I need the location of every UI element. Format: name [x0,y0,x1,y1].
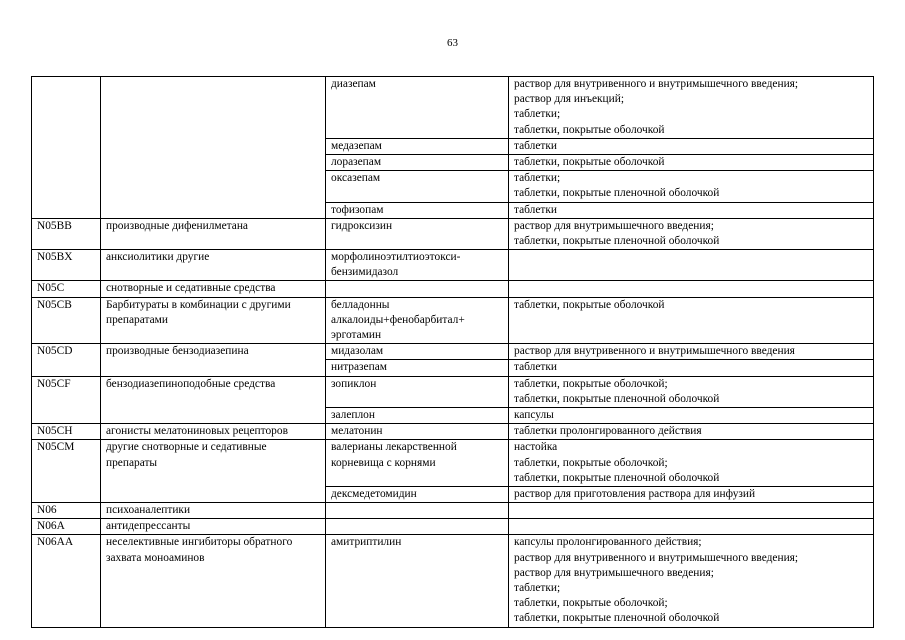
group-name-cell-line: антидепрессанты [106,520,191,533]
dosage-forms-cell-line: таблетки; [514,172,561,185]
group-name-cell [101,440,326,503]
table-body [32,77,874,628]
drug-name-cell-line: мидазолам [331,345,384,358]
group-name-cell-line: анксиолитики другие [106,251,210,264]
atc-code-cell [32,503,101,519]
drug-name-cell-line: лоразепам [331,155,382,168]
atc-code: N06AA [37,536,74,549]
dosage-forms-cell [509,440,874,487]
dosage-forms-cell [509,360,874,376]
table-row [32,344,874,360]
dosage-forms-cell-line: таблетки, покрытые пленочной оболочкой [514,234,720,247]
dosage-forms-cell [509,202,874,218]
drug-name-cell-line: нитразепам [331,361,387,374]
group-name-cell [101,503,326,519]
drug-name-cell-line: медазепам [331,139,382,152]
atc-code: N05C [37,282,65,295]
group-name-cell-line: другие снотворные и седативные [106,441,267,454]
dosage-forms-cell [509,344,874,360]
dosage-forms-cell-line: таблетки [514,203,558,216]
drug-name-cell-line: белладонны [331,298,390,311]
atc-code: N05CD [37,345,73,358]
dosage-forms-cell-line: таблетки [514,361,558,374]
dosage-forms-cell-line: раствор для внутримышечного введения; [514,219,714,232]
dosage-forms-cell [509,218,874,249]
atc-code [37,77,100,92]
group-name-cell [101,281,326,297]
atc-code-cell [32,344,101,376]
drug-name-cell [326,503,509,519]
page-number: 63 [447,37,458,49]
group-name-cell [101,218,326,249]
drug-name-cell-line: корневища с корнями [331,456,436,469]
table-row [32,440,874,487]
dosage-forms-cell [509,486,874,502]
drug-name-cell [326,376,509,407]
dosage-forms-cell-line: таблетки, покрытые оболочкой [514,298,665,311]
atc-code: N06A [37,520,65,533]
table-row [32,519,874,535]
dosage-forms-cell [509,297,874,344]
atc-code-cell [32,218,101,249]
atc-code: N05BB [37,219,72,232]
group-name-cell-line: психоаналептики [106,504,191,517]
group-name-cell [101,519,326,535]
group-name-cell-line: препаратами [106,313,168,326]
dosage-forms-cell [509,424,874,440]
dosage-forms-cell [509,250,874,281]
atc-code-cell [32,424,101,440]
table-row [32,297,874,344]
atc-code-cell [32,281,101,297]
drug-name-cell [326,77,509,139]
dosage-forms-cell-line: таблетки; [514,582,561,594]
dosage-forms-cell-line: капсулы пролонгированного действия; [514,536,702,549]
group-name-cell-line: захвата моноаминов [106,551,205,564]
dosage-forms-cell-line: таблетки, покрытые пленочной оболочкой [514,392,720,405]
dosage-forms-cell-line: таблетки, покрытые оболочкой; [514,597,668,610]
drug-name-cell-line: диазепам [331,78,376,90]
dosage-forms-cell-line: таблетки пролонгированного действия [514,425,702,438]
atc-code: N05CF [37,377,71,390]
dosage-forms-cell [509,376,874,407]
atc-code: N05CM [37,441,75,454]
group-name-cell [101,376,326,424]
drug-name-cell [326,250,509,281]
group-name-cell-line: производные дифенилметана [106,219,248,232]
drug-name-cell-line: залеплон [331,408,375,421]
drug-name-cell [326,519,509,535]
group-name-cell-line: производные бензодиазепина [106,345,249,358]
dosage-forms-cell-line: таблетки; [514,108,561,121]
dosage-forms-cell-line: таблетки, покрытые пленочной оболочкой [514,471,720,484]
drug-name-cell-line: оксазепам [331,172,381,185]
drug-name-cell [326,138,509,154]
atc-code: N05BX [37,251,73,264]
atc-code-cell [32,376,101,424]
atc-code-cell [32,77,101,219]
atc-code-cell [32,535,101,627]
drug-name-cell [326,171,509,202]
atc-code: N05CB [37,298,72,311]
group-name-cell-line: Барбитураты в комбинации с другими [106,298,291,311]
drug-name-cell [326,440,509,487]
drug-name-cell [326,360,509,376]
drug-name-cell-line: алкалоиды+фенобарбитал+ [331,313,465,326]
table-row [32,535,874,627]
dosage-forms-cell [509,77,874,139]
group-name-cell [101,250,326,281]
drug-name-cell-line: дексмедетомидин [331,487,417,500]
drug-name-cell-line: морфолиноэтилтиоэтокси- [331,251,461,264]
drug-name-cell [326,424,509,440]
drug-name-cell [326,486,509,502]
drug-name-cell-line: бензимидазол [331,266,399,279]
dosage-forms-cell-line: раствор для инъекций; [514,93,625,106]
dosage-forms-cell-line: таблетки, покрытые пленочной оболочкой [514,187,720,200]
table-row [32,424,874,440]
drug-name-cell-line: тофизопам [331,203,384,216]
dosage-forms-cell-line: раствор для внутримышечного введения; [514,566,714,579]
dosage-forms-cell-line: таблетки, покрытые оболочкой; [514,456,668,469]
dosage-forms-cell-line: таблетки [514,139,558,152]
table-row [32,77,874,139]
drug-name-cell-line: мелатонин [331,425,383,438]
dosage-forms-cell-line: таблетки, покрытые оболочкой [514,123,665,136]
drug-name-cell [326,154,509,170]
group-name-cell-line: неселективные ингибиторы обратного [106,536,293,549]
drug-name-cell [326,535,509,627]
drug-name-cell-line: зопиклон [331,377,377,390]
drug-name-cell [326,202,509,218]
atc-code-cell [32,519,101,535]
atc-code-cell [32,440,101,503]
group-name-cell [101,297,326,344]
group-name-cell [101,344,326,376]
dosage-forms-cell [509,535,874,627]
drug-name-cell [326,281,509,297]
drug-table [31,76,874,628]
atc-code-cell [32,250,101,281]
group-name-cell [101,77,326,219]
drug-name-cell-line: эрготамин [331,329,382,341]
dosage-forms-cell-line: раствор для приготовления раствора для инфузий [514,487,756,500]
table-row [32,218,874,249]
group-name-cell-line: агонисты мелатониновых рецепторов [106,425,288,438]
table-row [32,281,874,297]
dosage-forms-cell [509,138,874,154]
drug-name-cell [326,344,509,360]
dosage-forms-cell [509,407,874,423]
dosage-forms-cell-line: раствор для внутривенного и внутримышечного введения; [514,78,799,90]
drug-name-cell [326,218,509,249]
dosage-forms-cell [509,154,874,170]
drug-name-cell [326,407,509,423]
group-name-cell-line: бензодиазепиноподобные средства [106,377,276,390]
dosage-forms-cell-line: таблетки, покрытые оболочкой; [514,377,668,390]
dosage-forms-cell-line: таблетки, покрытые пленочной оболочкой [514,612,720,625]
group-name-cell-line: препараты [106,456,158,469]
dosage-forms-cell [509,519,874,535]
table-row [32,376,874,407]
dosage-forms-cell-line: капсулы [514,408,554,421]
dosage-forms-cell-line: раствор для внутривенного и внутримышечного введения; [514,551,799,564]
group-name-cell-line: снотворные и седативные средства [106,282,276,295]
dosage-forms-cell [509,281,874,297]
table-row [32,503,874,519]
dosage-forms-cell-line: таблетки, покрытые оболочкой [514,155,665,168]
group-name-cell [101,424,326,440]
dosage-forms-cell-line: раствор для внутривенного и внутримышечного введения [514,345,795,358]
drug-name-cell [326,297,509,344]
dosage-forms-cell [509,503,874,519]
atc-code: N05CH [37,425,73,438]
drug-name-cell-line: валерианы лекарственной [331,441,457,454]
atc-code-cell [32,297,101,344]
dosage-forms-cell [509,171,874,202]
table-row [32,250,874,281]
drug-name-cell-line: гидроксизин [331,219,393,232]
atc-code: N06 [37,504,57,517]
group-name-cell [101,535,326,627]
drug-name-cell-line: амитриптилин [331,536,402,549]
dosage-forms-cell-line: настойка [514,441,558,454]
